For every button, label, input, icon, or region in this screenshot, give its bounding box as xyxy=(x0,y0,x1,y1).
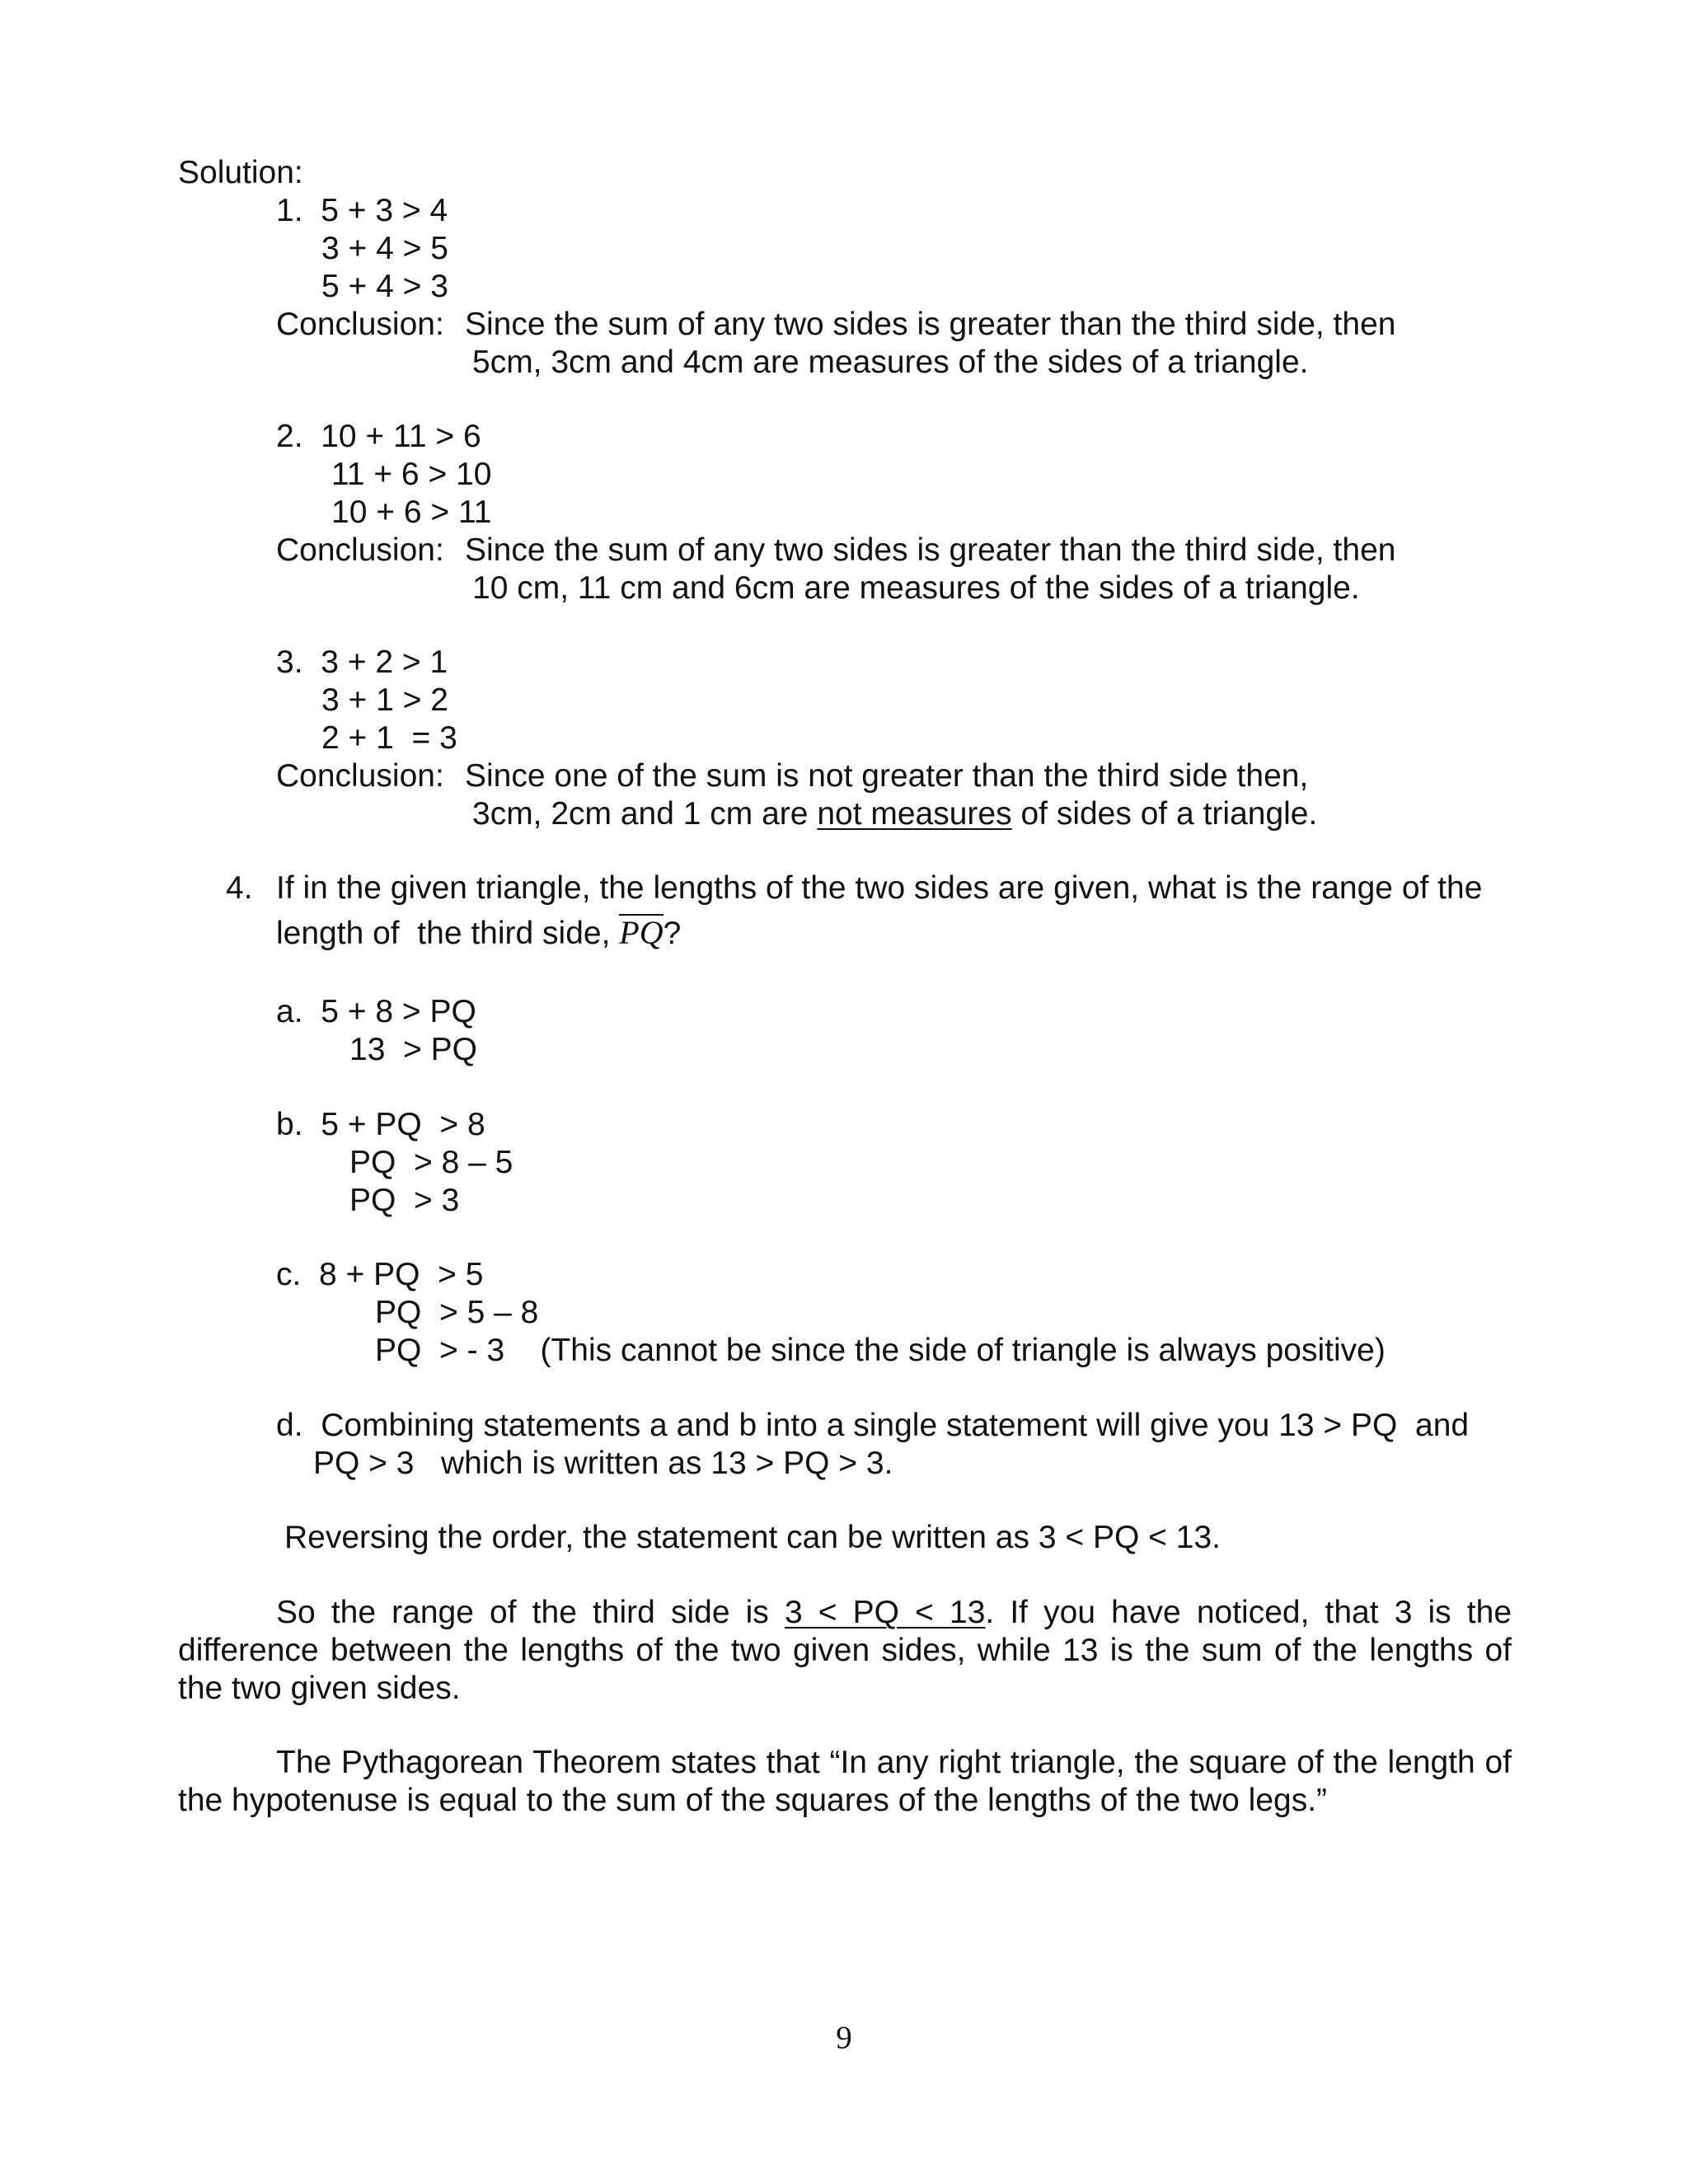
item2-conclusion-label: Conclusion: xyxy=(276,532,444,568)
part-b-line-1: b. 5 + PQ > 8 xyxy=(276,1107,485,1142)
item4-number: 4. xyxy=(226,870,253,906)
range-pre: So the range of the third side is xyxy=(276,1595,785,1630)
item3-conclusion-line-1: Since one of the sum is not greater than the third side then, xyxy=(465,758,1309,794)
part-b-line-2: PQ > 8 – 5 xyxy=(349,1145,513,1180)
pythagorean-paragraph: The Pythagorean Theorem states that “In any right triangle, the square of the length of the hypotenuse is equal to the sum of the squares of the lengths of the two legs.” xyxy=(178,1745,1512,1818)
item3-conclusion-line-2 xyxy=(472,795,1317,833)
item4-question-line-1: If in the given triangle, the lengths of the two sides are given, what is the range of the xyxy=(276,870,1483,906)
item2-line-2: 11 + 6 > 10 xyxy=(331,457,492,492)
part-b-line-3: PQ > 3 xyxy=(349,1183,460,1218)
range-paragraph xyxy=(178,1594,1512,1708)
range-underlined: 3 < PQ < 13 xyxy=(784,1595,986,1630)
item1-conclusion-line-1: Since the sum of any two sides is greater than the third side, then xyxy=(465,307,1396,342)
part-c-line-3: PQ > - 3 (This cannot be since the side of triangle is always positive) xyxy=(375,1333,1386,1368)
item1-conclusion-line-2: 5cm, 3cm and 4cm are measures of the sides of a triangle. xyxy=(472,344,1309,380)
part-d-line-2: PQ > 3 which is written as 13 > PQ > 3. xyxy=(313,1446,893,1481)
part-a-line-1: a. 5 + 8 > PQ xyxy=(276,994,476,1029)
item3-line-1: 3. 3 + 2 > 1 xyxy=(276,644,448,680)
part-d-line-1: d. Combining statements a and b into a single statement will give you 13 > PQ and xyxy=(276,1408,1470,1443)
item2-line-1: 2. 10 + 11 > 6 xyxy=(276,419,481,454)
item3-line-2: 3 + 1 > 2 xyxy=(321,682,448,718)
part-c-line-2: PQ > 5 – 8 xyxy=(375,1295,539,1330)
item1-line-3: 5 + 4 > 3 xyxy=(321,269,448,304)
item2-conclusion-line-2: 10 cm, 11 cm and 6cm are measures of the sides of a triangle. xyxy=(472,570,1360,606)
pq-segment-symbol: PQ xyxy=(619,914,663,951)
item2-conclusion-line-1: Since the sum of any two sides is greater than the third side, then xyxy=(465,532,1396,568)
not-measures-underlined: not measures xyxy=(817,796,1012,832)
item4-question-line-2 xyxy=(276,914,681,953)
part-c-line-1: c. 8 + PQ > 5 xyxy=(276,1257,484,1292)
page-number: 9 xyxy=(836,2020,852,2055)
item3-conclusion-pre: 3cm, 2cm and 1 cm are xyxy=(472,796,818,832)
item2-line-3: 10 + 6 > 11 xyxy=(331,494,492,530)
item3-line-3: 2 + 1 = 3 xyxy=(321,720,457,756)
item1-line-1: 1. 5 + 3 > 4 xyxy=(276,193,448,228)
part-a-line-2: 13 > PQ xyxy=(349,1032,478,1067)
item1-conclusion-label: Conclusion: xyxy=(276,307,444,342)
item4-question-pre: length of the third side, xyxy=(276,916,620,951)
reversing-statement: Reversing the order, the statement can be written as 3 < PQ < 13. xyxy=(284,1520,1221,1555)
range-post: . If you have noticed, that 3 is the difference between the lengths of the two given sides, while 13 is the sum of the lengths of the two given sides. xyxy=(178,1595,1512,1706)
item1-line-2: 3 + 4 > 5 xyxy=(321,231,448,266)
solution-label: Solution: xyxy=(178,155,303,190)
item3-conclusion-label: Conclusion: xyxy=(276,758,444,794)
item4-question-post: ? xyxy=(663,916,682,951)
item3-conclusion-post: of sides of a triangle. xyxy=(1011,796,1318,832)
